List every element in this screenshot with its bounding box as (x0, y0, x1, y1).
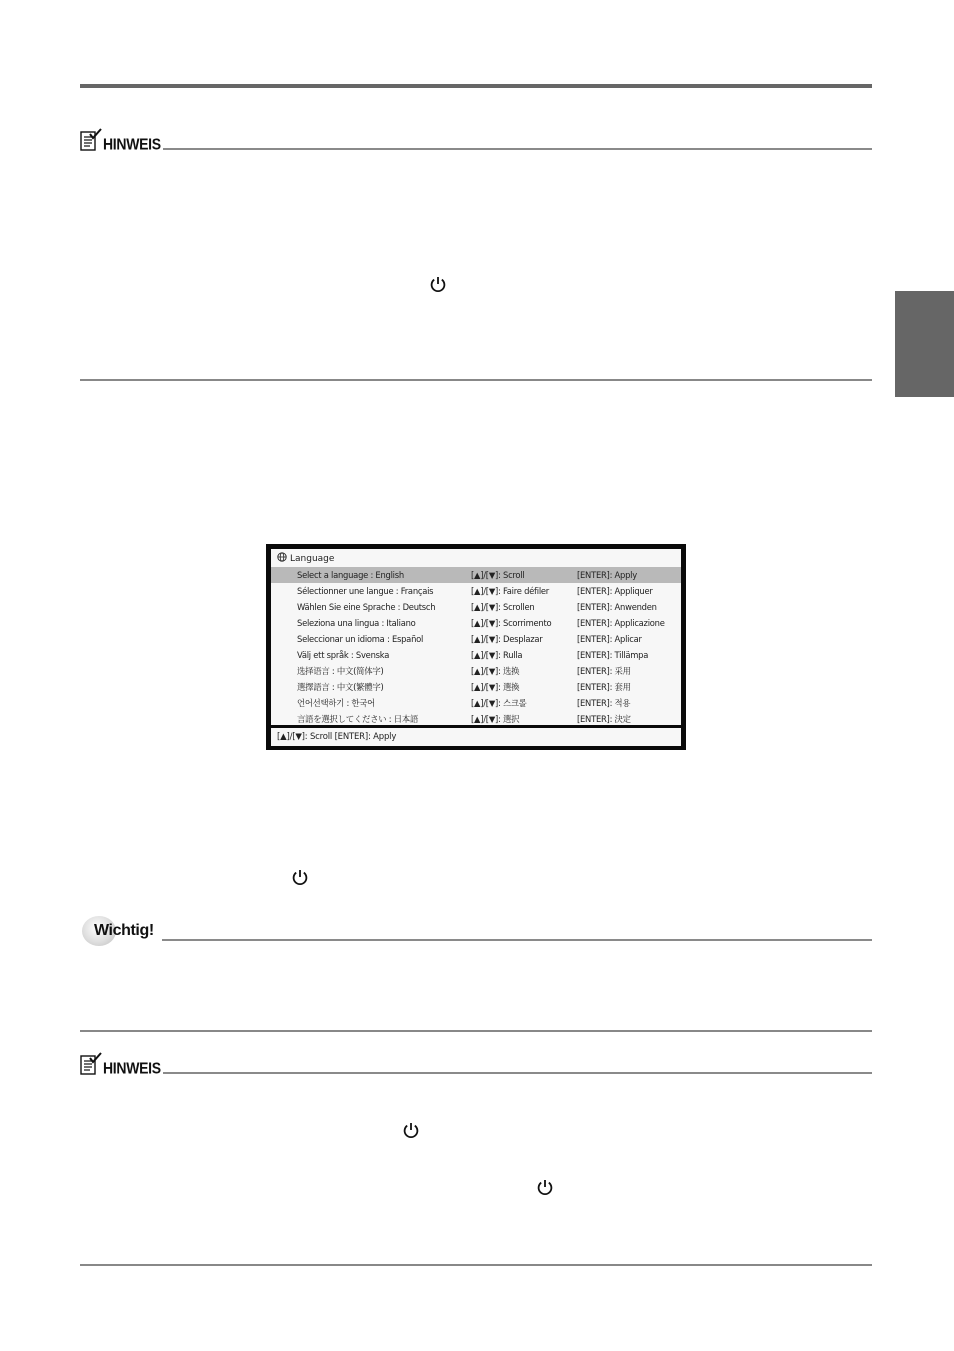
language-option-prompt: 언어선택하기 : 한국어 (297, 698, 375, 708)
note-heading (80, 1050, 161, 1076)
language-option-apply-hint: [ENTER]: 采用 (577, 666, 631, 676)
language-option-apply-hint: [ENTER]: Anwenden (577, 602, 657, 612)
language-option-prompt: Seleziona una lingua : Italiano (297, 618, 416, 628)
language-option-prompt: 言語を選択してください : 日本語 (297, 714, 419, 724)
language-option-row[interactable] (271, 711, 681, 727)
language-option-apply-hint: [ENTER]: Appliquer (577, 586, 653, 596)
language-option-scroll-hint: [▲]/[▼]: Desplazar (471, 634, 543, 644)
power-icon (429, 275, 447, 293)
note-icon (80, 1052, 102, 1076)
language-option-prompt: Välj ett språk : Svenska (297, 650, 390, 660)
page-footer-rule (80, 1264, 872, 1266)
language-option-scroll-hint: [▲]/[▼]: 選換 (471, 682, 520, 692)
language-option-prompt: Wählen Sie eine Sprache : Deutsch (297, 602, 436, 612)
power-icon (291, 868, 309, 886)
warning-label: Wichtig! (94, 922, 154, 939)
language-option-scroll-hint: [▲]/[▼]: Faire défiler (471, 586, 550, 596)
language-option-apply-hint: [ENTER]: 決定 (577, 714, 631, 724)
language-menu-screenshot (266, 544, 686, 750)
language-option-row[interactable] (271, 679, 681, 695)
language-menu-title-text: Language (290, 554, 335, 564)
language-option-prompt: Seleccionar un idioma : Español (297, 634, 424, 644)
note-icon (80, 128, 102, 152)
language-menu-title (277, 552, 334, 566)
chapter-tab (895, 291, 954, 397)
language-option-apply-hint: [ENTER]: Apply (577, 570, 637, 580)
section-divider (80, 1030, 872, 1032)
warning-heading (82, 916, 162, 950)
language-option-apply-hint: [ENTER]: 套用 (577, 682, 631, 692)
language-option-scroll-hint: [▲]/[▼]: Scroll (471, 570, 525, 580)
language-option-apply-hint: [ENTER]: 적용 (577, 698, 631, 708)
language-option-scroll-hint: [▲]/[▼]: 選択 (471, 714, 520, 724)
language-option-row[interactable] (271, 663, 681, 679)
section-divider (80, 379, 872, 381)
language-option-apply-hint: [ENTER]: Aplicar (577, 634, 642, 644)
note-heading-rule (163, 1072, 872, 1074)
warning-heading-rule (162, 939, 872, 941)
language-option-scroll-hint: [▲]/[▼]: 选换 (471, 666, 520, 676)
language-option-row[interactable] (271, 615, 681, 631)
note-label: HINWEIS (103, 1058, 161, 1078)
language-menu-panel (271, 549, 681, 725)
language-option-prompt: 選擇語言 : 中文(繁體字) (297, 682, 384, 692)
language-option-scroll-hint: [▲]/[▼]: Scrollen (471, 602, 535, 612)
language-option-scroll-hint: [▲]/[▼]: Rulla (471, 650, 523, 660)
language-option-scroll-hint: [▲]/[▼]: 스크롤 (471, 698, 527, 708)
power-icon (536, 1178, 554, 1196)
language-option-row[interactable] (271, 567, 681, 583)
language-option-prompt: Select a language : English (297, 570, 404, 580)
language-option-row[interactable] (271, 599, 681, 615)
language-option-row[interactable] (271, 647, 681, 663)
power-icon (402, 1121, 420, 1139)
globe-icon (277, 552, 290, 567)
language-option-row[interactable] (271, 631, 681, 647)
language-option-apply-hint: [ENTER]: Tillämpa (577, 650, 649, 660)
note-heading-rule (163, 148, 872, 150)
note-label: HINWEIS (103, 134, 161, 154)
language-option-row[interactable] (271, 583, 681, 599)
page-header-rule (80, 84, 872, 88)
language-option-prompt: Sélectionner une langue : Français (297, 586, 434, 596)
language-option-prompt: 选择语言 : 中文(简体字) (297, 666, 384, 676)
language-option-apply-hint: [ENTER]: Applicazione (577, 618, 665, 628)
language-option-scroll-hint: [▲]/[▼]: Scorrimento (471, 618, 552, 628)
note-heading (80, 126, 161, 152)
language-option-row[interactable] (271, 695, 681, 711)
language-menu-footer: [▲]/[▼]: Scroll [ENTER]: Apply (271, 728, 681, 746)
